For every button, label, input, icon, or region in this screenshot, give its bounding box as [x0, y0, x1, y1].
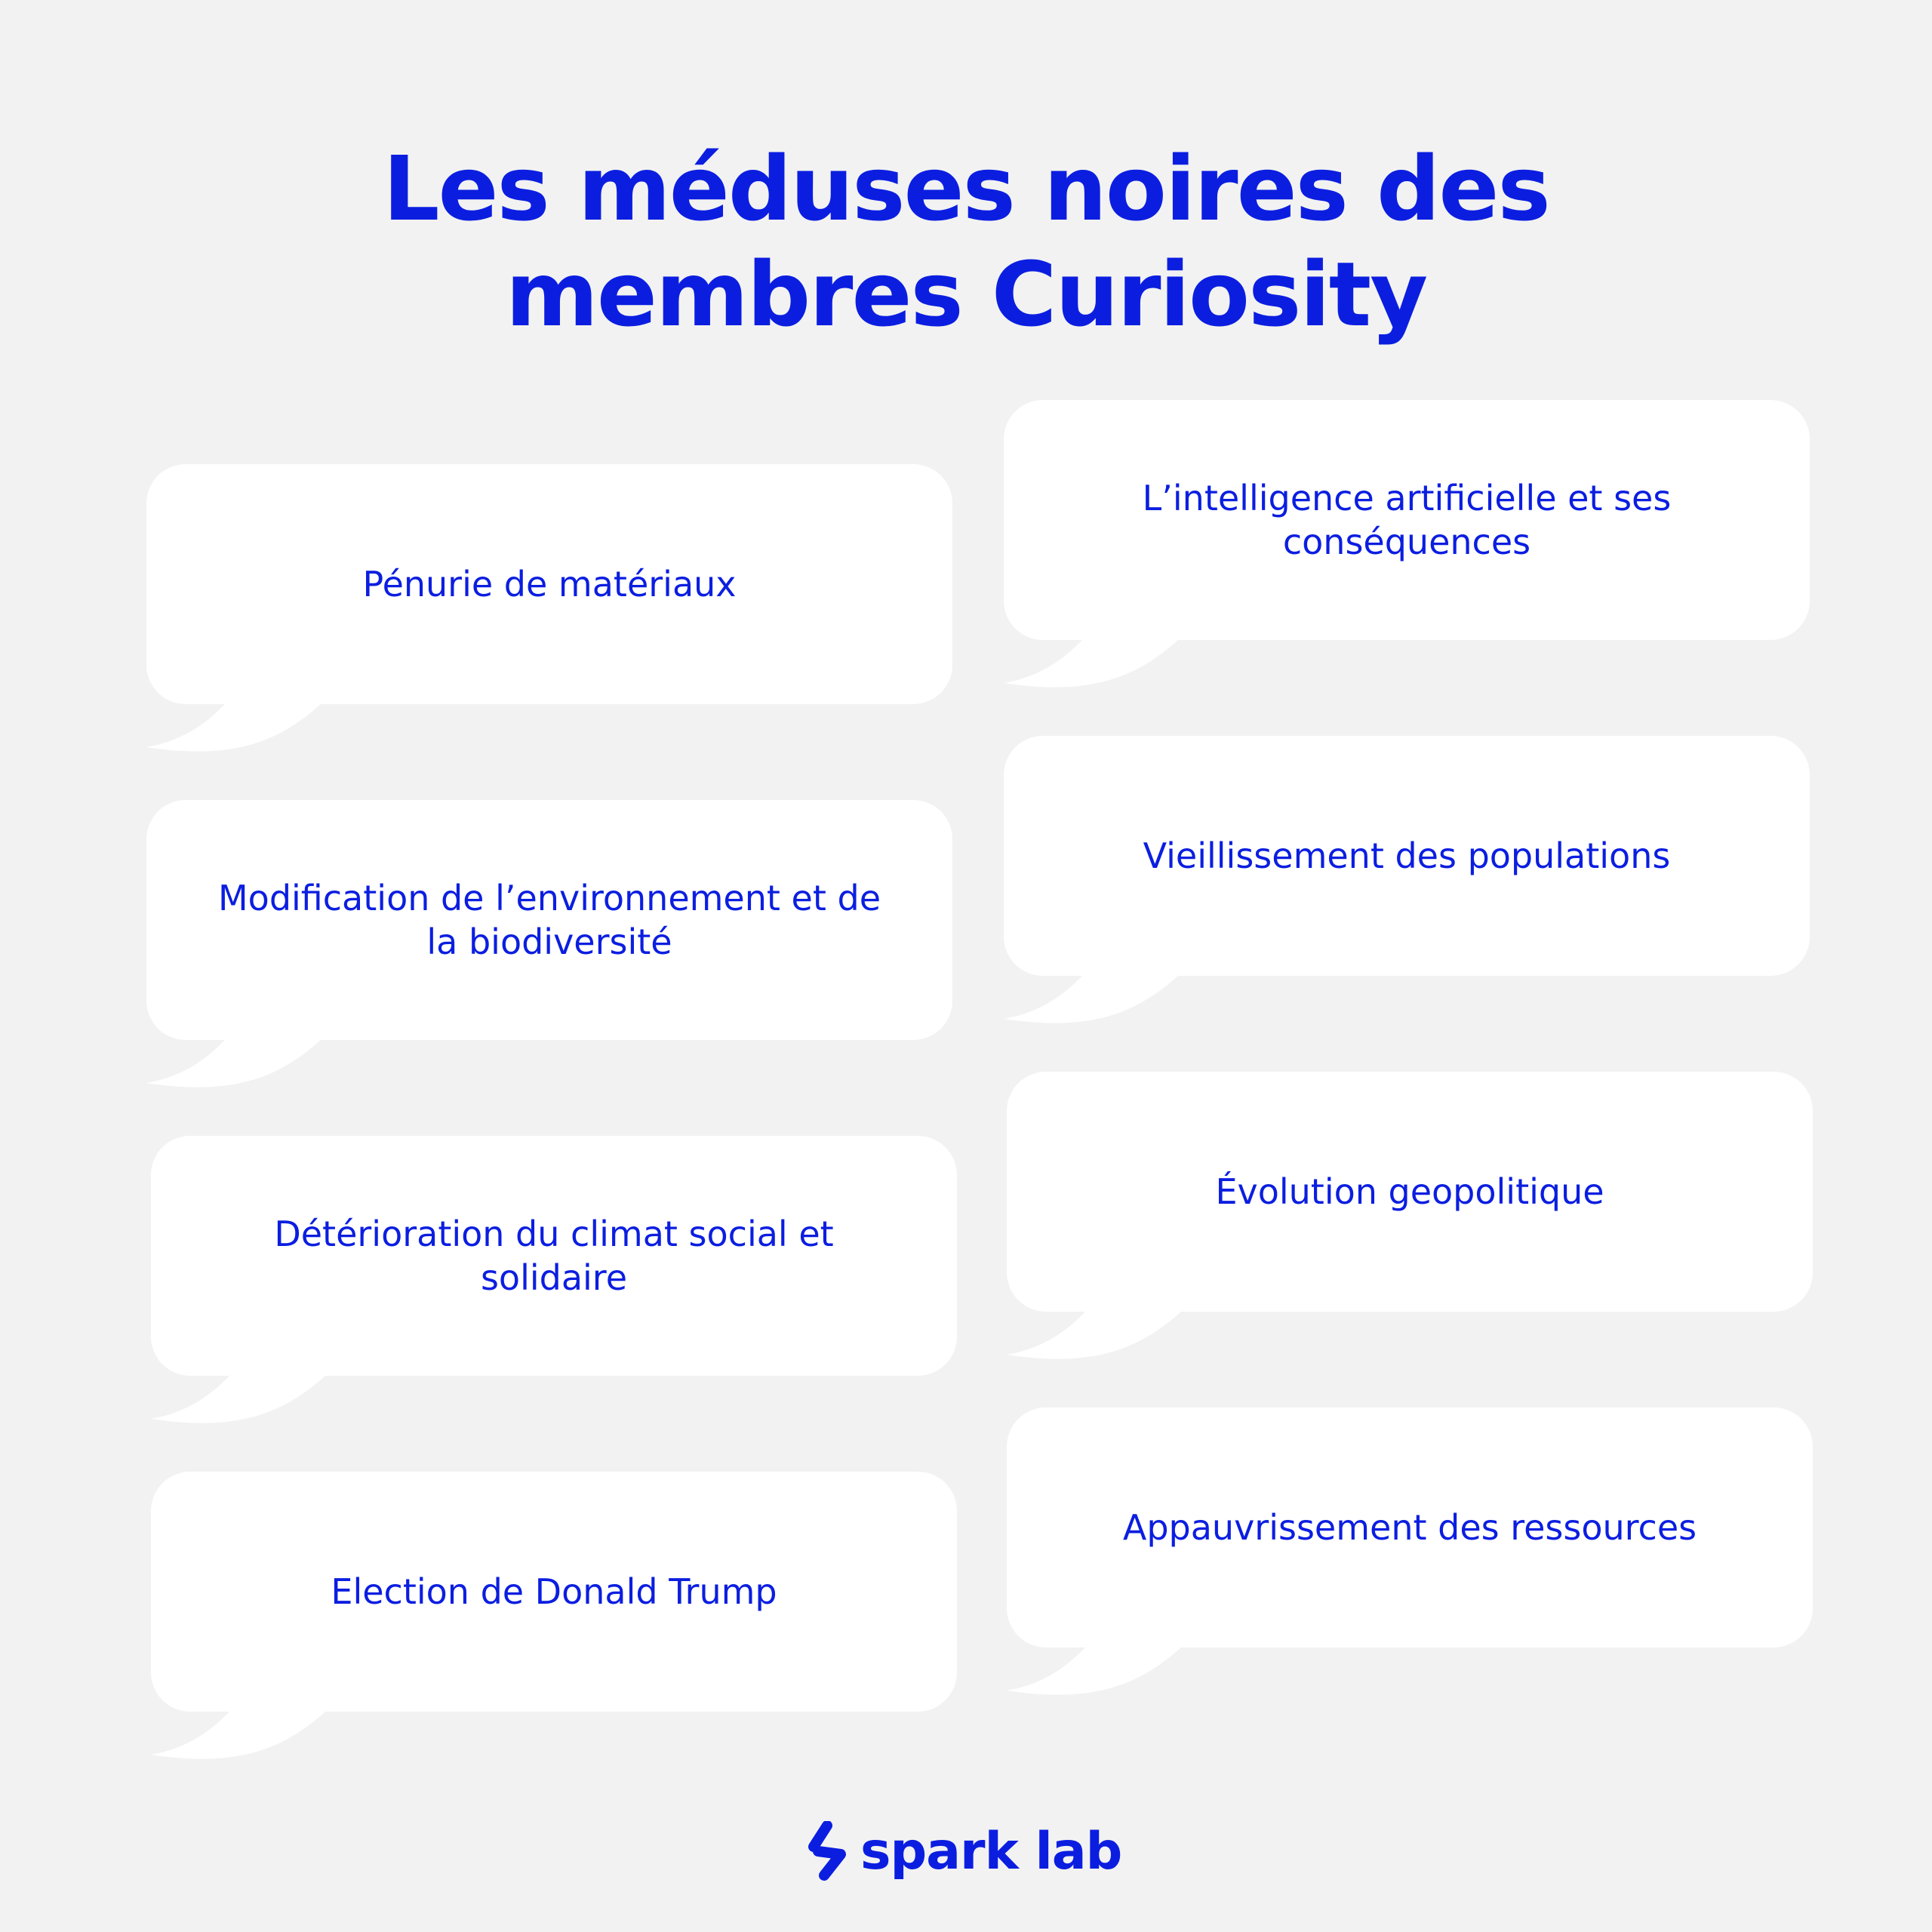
speech-bubble-ressources [1007, 1407, 1813, 1647]
speech-bubble-ia [1004, 400, 1810, 640]
speech-bubble-climat-social [151, 1136, 957, 1376]
speech-bubble-label: Détérioration du climat social et solidaire [274, 1214, 834, 1298]
speech-bubble-label: Vieillissement des populations [1143, 835, 1671, 876]
speech-bubble-trump [151, 1472, 957, 1712]
speech-bubble-penurie [146, 464, 952, 704]
speech-bubble-label: Évolution geopolitique [1215, 1171, 1604, 1212]
speech-bubble-vieillissement [1004, 736, 1810, 976]
speech-bubble-label: Modification de l’environnement et de la biodiversité [217, 878, 881, 962]
page-title-line-2: membres Curiosity [505, 242, 1427, 346]
page-title [0, 136, 1932, 347]
spark-lab-logo [808, 1817, 1121, 1885]
page-title-line-1: Les méduses noires des [383, 137, 1549, 241]
speech-bubble-environnement [146, 800, 952, 1040]
logo-text: spark lab [860, 1821, 1122, 1881]
lightning-slash-icon [808, 1821, 856, 1881]
speech-bubble-geopolitique [1007, 1072, 1813, 1312]
speech-bubble-label: Pénurie de matériaux [362, 564, 737, 605]
speech-bubble-label: L’intelligence artificielle et ses conséquences [1142, 478, 1672, 562]
speech-bubble-label: Appauvrissement des ressources [1122, 1507, 1697, 1548]
speech-bubble-label: Election de Donald Trump [331, 1571, 777, 1612]
